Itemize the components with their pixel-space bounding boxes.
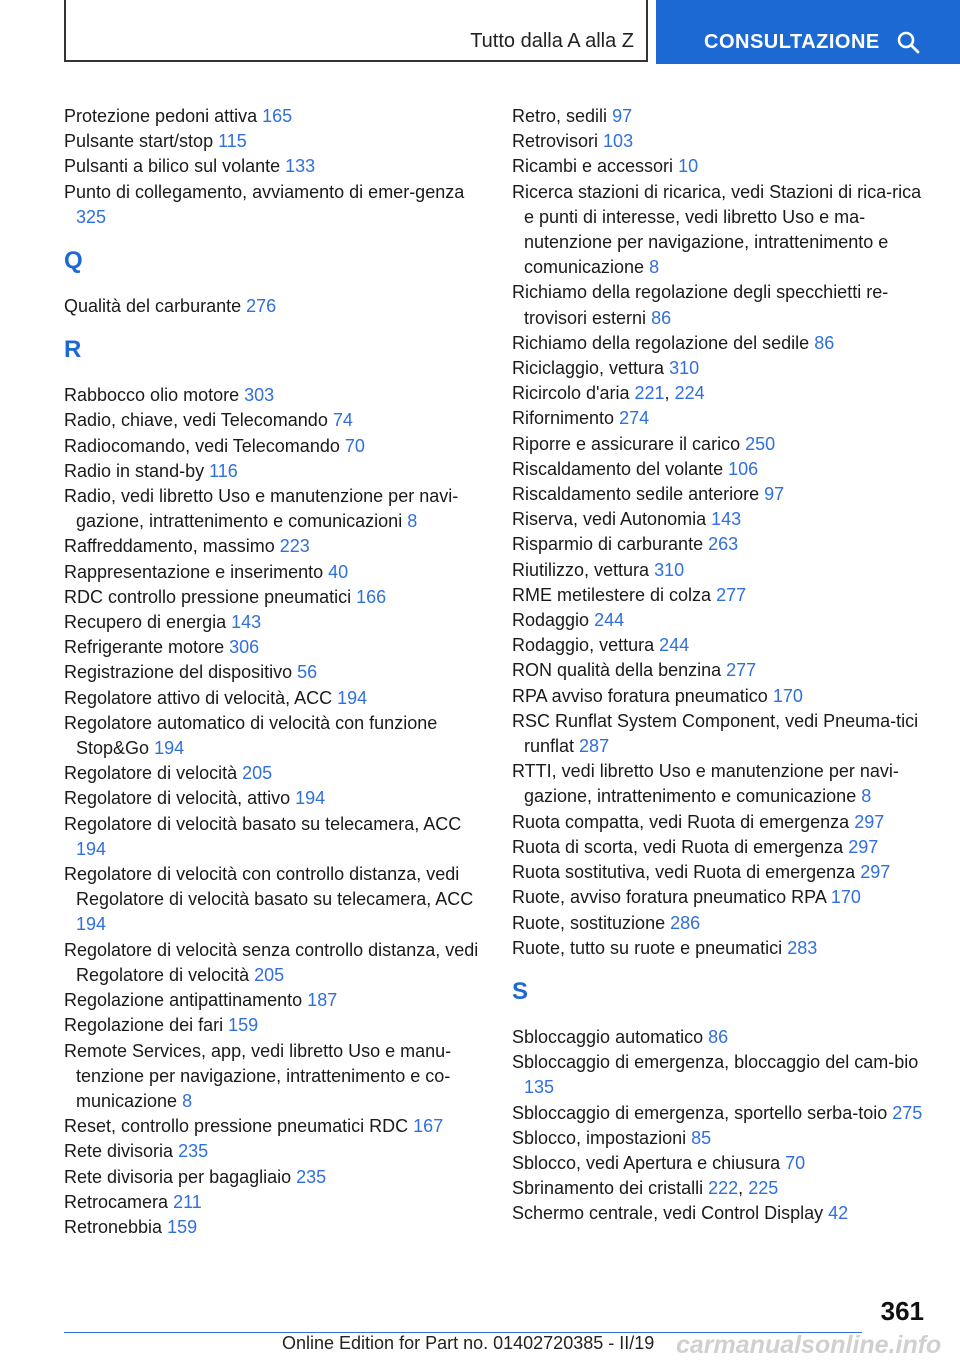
index-entry-text: Riscaldamento del volante: [512, 458, 724, 479]
page-reference-link[interactable]: 297: [860, 862, 891, 883]
page-reference-link[interactable]: 306: [229, 637, 260, 658]
page-reference-link[interactable]: 97: [612, 106, 633, 126]
page-reference-link[interactable]: 194: [154, 738, 185, 759]
index-entry-text: Ruota sostitutiva, vedi Ruota di emergenza: [512, 862, 856, 883]
index-entry-text: Pulsanti a bilico sul volante: [64, 156, 281, 177]
page-reference-link[interactable]: 187: [307, 990, 338, 1011]
index-entry: [64, 635, 484, 660]
page-reference-link[interactable]: 97: [764, 484, 785, 505]
page-reference-link[interactable]: 116: [209, 460, 238, 481]
index-entry-text: Regolatore di velocità basato su telecamera, ACC: [64, 813, 462, 834]
index-entry: [512, 835, 932, 860]
index-entry: [64, 129, 484, 154]
index-entry: [512, 356, 932, 381]
index-entry-text: Regolatore di velocità con controllo distanza, vedi Regolatore di velocità basato su telecamera, ACC: [64, 864, 474, 910]
index-entry-text: Ruota di scorta, vedi Ruota di emergenza: [512, 836, 844, 857]
index-entry: [512, 154, 932, 179]
index-entry-text: Sblocco, impostazioni: [512, 1127, 687, 1148]
page-reference-link[interactable]: 224: [674, 383, 705, 404]
page-reference-link[interactable]: 263: [708, 534, 739, 555]
index-entry: [64, 1165, 484, 1190]
index-entry: [64, 786, 484, 811]
index-entry: [512, 482, 932, 507]
page-reference-link[interactable]: 70: [344, 435, 365, 456]
header-title-box: [64, 0, 648, 62]
index-entry: [512, 1050, 932, 1100]
page-reference-link[interactable]: 221: [634, 383, 665, 404]
index-entry-text: Riserva, vedi Autonomia: [512, 509, 707, 530]
index-entry: [512, 860, 932, 885]
page-reference-link[interactable]: 86: [651, 307, 672, 328]
index-entry-text: Ruote, tutto su ruote e pneumatici: [512, 937, 783, 958]
page-reference-link[interactable]: 283: [787, 937, 818, 958]
index-entry-text: Riscaldamento sedile anteriore: [512, 484, 760, 505]
index-entry: [64, 711, 484, 761]
index-entry: [64, 408, 484, 433]
index-entry-text: Regolatore automatico di velocità con funzione Stop&Go: [64, 712, 438, 759]
index-entry: [64, 154, 484, 179]
index-entry: [64, 560, 484, 585]
page-reference-link[interactable]: 8: [182, 1090, 193, 1111]
index-entry-text: Richiamo della regolazione degli specchietti re-trovisori esterni: [512, 282, 889, 328]
page-reference-link[interactable]: 211: [173, 1191, 202, 1212]
search-icon: [896, 30, 920, 54]
page-reference-link[interactable]: 297: [854, 811, 885, 832]
page-reference-link[interactable]: 86: [814, 332, 835, 353]
index-entry: [64, 1139, 484, 1164]
index-entry: [512, 457, 932, 482]
index-entry-text: Riutilizzo, vettura: [512, 559, 650, 580]
index-entry: [64, 761, 484, 786]
index-entry: [512, 885, 932, 910]
index-entry-text: Recupero di energia: [64, 612, 227, 633]
index-entry: [512, 633, 932, 658]
watermark: carmanualsonline.info: [676, 1331, 942, 1359]
index-entry: [512, 709, 932, 759]
index-entry-text: Sblocco, vedi Apertura e chiusura: [512, 1152, 781, 1173]
index-entry: [512, 1201, 932, 1226]
index-entry: [64, 104, 484, 129]
page-reference-link[interactable]: 244: [659, 635, 690, 656]
index-entry-text: Rappresentazione e inserimento: [64, 561, 324, 582]
index-entry: [512, 280, 932, 330]
page-reference-link[interactable]: 286: [670, 912, 701, 933]
index-entry-text: Rifornimento: [512, 408, 615, 429]
page-reference-link[interactable]: 194: [337, 687, 368, 708]
page-reference-link[interactable]: 8: [861, 786, 872, 807]
page-reference-link[interactable]: 135: [524, 1077, 555, 1098]
page-reference-link[interactable]: 159: [167, 1216, 198, 1237]
page-reference-link[interactable]: 297: [848, 836, 879, 857]
index-entry-text: Ricambi e accessori: [512, 156, 674, 177]
page-reference-link[interactable]: 170: [830, 887, 861, 908]
index-entry-text: Protezione pedoni attiva: [64, 106, 258, 126]
page-reference-link[interactable]: 244: [594, 610, 625, 631]
footer-edition: Online Edition for Part no. 01402720385 - II/19: [282, 1333, 655, 1353]
index-entry: [64, 988, 484, 1013]
index-entry: [512, 658, 932, 683]
page-reference-link[interactable]: 310: [669, 358, 700, 379]
index-entry: [64, 1190, 484, 1215]
index-entry-text: Rete divisoria: [64, 1141, 174, 1162]
index-entry: [64, 534, 484, 559]
index-entry: [512, 1101, 932, 1126]
index-entry-text: Regolatore di velocità: [64, 763, 238, 784]
index-entry: [512, 129, 932, 154]
index-entry-text: Ricerca stazioni di ricarica, vedi Stazioni di rica-rica e punti di interesse, vedi libretto Uso e ma-nutenzione per navigazione, intrattenimento e comunicazione: [512, 181, 922, 278]
index-entry-text: Regolazione dei fari: [64, 1015, 224, 1036]
index-entry-text: Richiamo della regolazione del sedile: [512, 332, 810, 353]
consultazione-tab[interactable]: [656, 0, 960, 64]
index-entry-text: Rodaggio: [512, 610, 590, 631]
page-reference-link[interactable]: 325: [76, 206, 107, 227]
page-reference-link[interactable]: 133: [285, 156, 316, 177]
index-entry-text: Regolatore attivo di velocità, ACC: [64, 687, 333, 708]
index-entry-text: Ruota compatta, vedi Ruota di emergenza: [512, 811, 850, 832]
index-entry: [64, 686, 484, 711]
index-entry-text: RME metilestere di colza: [512, 584, 712, 605]
index-entry-text: Retro, sedili: [512, 106, 608, 126]
index-entry-text: Ruote, avviso foratura pneumatico RPA: [512, 887, 826, 908]
index-entry: [64, 862, 484, 938]
page-reference-link[interactable]: 276: [246, 296, 277, 317]
index-entry: [64, 938, 484, 988]
index-entry-text: Sbrinamento dei cristalli: [512, 1178, 704, 1199]
index-entry: [512, 1126, 932, 1151]
page-reference-link[interactable]: 70: [785, 1152, 806, 1173]
index-entry: [512, 1025, 932, 1050]
index-entry-text: Ricircolo d'aria: [512, 383, 630, 404]
index-entry-text: Regolatore di velocità, attivo: [64, 788, 291, 809]
page-reference-link[interactable]: 8: [649, 257, 660, 278]
page-reference-link[interactable]: 166: [356, 586, 387, 607]
index-entry: [64, 610, 484, 635]
page-reference-link[interactable]: 103: [603, 131, 634, 152]
page-reference-link[interactable]: 225: [748, 1178, 779, 1199]
index-entry-text: Reset, controllo pressione pneumatici RDC: [64, 1116, 409, 1137]
index-entry: [64, 1013, 484, 1038]
index-entry: [64, 812, 484, 862]
index-entry: [512, 406, 932, 431]
page-reference-link[interactable]: 194: [76, 914, 107, 935]
index-entry-text: Raffreddamento, massimo: [64, 536, 275, 557]
index-entry-text: Rodaggio, vettura: [512, 635, 655, 656]
index-entry-text: Registrazione del dispositivo: [64, 662, 293, 683]
page-reference-link[interactable]: 222: [708, 1178, 739, 1199]
page-reference-link[interactable]: 40: [328, 561, 349, 582]
index-entry-text: RTTI, vedi libretto Uso e manutenzione per navi-gazione, intrattenimento e comunicazione: [512, 761, 899, 807]
index-entry-text: RPA avviso foratura pneumatico: [512, 685, 768, 706]
section-letter: R: [64, 336, 82, 364]
page-reference-link[interactable]: 159: [228, 1015, 259, 1036]
page-reference-link[interactable]: 10: [678, 156, 699, 177]
page-reference-link[interactable]: 275: [892, 1102, 923, 1123]
index-entry-text: Schermo centrale, vedi Control Display: [512, 1203, 824, 1224]
index-entry-text: Radio, vedi libretto Uso e manutenzione per navi-gazione, intrattenimento e comunicazioni: [64, 486, 459, 532]
index-entry: [64, 484, 484, 534]
index-entry-text: Retrocamera: [64, 1191, 169, 1212]
index-entry-text: Ruote, sostituzione: [512, 912, 666, 933]
page-reference-link[interactable]: 165: [262, 106, 293, 126]
page-reference-link[interactable]: 194: [295, 788, 326, 809]
index-entry: [512, 1151, 932, 1176]
index-entry: [64, 585, 484, 610]
page-number: 361: [880, 1296, 924, 1326]
index-entry: Ricircolo d'aria 221, 224: [512, 383, 705, 404]
index-entry: [512, 608, 932, 633]
index-entry: [512, 911, 932, 936]
page-reference-link[interactable]: 223: [279, 536, 310, 557]
index-entry-text: Sbloccaggio automatico: [512, 1026, 704, 1047]
index-entry: [64, 1114, 484, 1139]
index-entry: [512, 104, 932, 129]
index-entry: [512, 180, 932, 281]
index-entry: [512, 331, 932, 356]
page-reference-link[interactable]: 143: [231, 612, 262, 633]
index-entry-text: Radio, chiave, vedi Telecomando: [64, 410, 328, 431]
index-entry: Sbrinamento dei cristalli 222, 225: [512, 1178, 779, 1199]
page-reference-link[interactable]: 170: [772, 685, 803, 706]
index-entry: [64, 180, 484, 230]
index-entry-text: Regolatore di velocità senza controllo distanza, vedi Regolatore di velocità: [64, 939, 479, 985]
page-reference-link[interactable]: 277: [726, 660, 757, 681]
index-entry: [64, 1215, 484, 1240]
page-reference-link[interactable]: 250: [745, 433, 776, 454]
index-entry: [64, 1039, 484, 1115]
page-reference-link[interactable]: 277: [716, 584, 747, 605]
page-reference-link[interactable]: 287: [579, 736, 610, 757]
index-entry-text: Sbloccaggio di emergenza, sportello serba-toio: [512, 1102, 888, 1123]
index-entry-text: Radio in stand-by: [64, 460, 205, 481]
page-reference-link[interactable]: 303: [244, 385, 275, 406]
index-column-left: [64, 104, 484, 1240]
section-letter: Q: [64, 247, 83, 275]
index-entry-text: Refrigerante motore: [64, 637, 225, 658]
index-entry-text: Retrovisori: [512, 131, 599, 152]
page-reference-link[interactable]: 85: [691, 1127, 712, 1148]
page-reference-link[interactable]: 106: [728, 458, 759, 479]
index-column-right: [512, 104, 932, 1227]
index-entry-text: Remote Services, app, vedi libretto Uso e manu-tenzione per navigazione, intrattenimento e co-municazione: [64, 1040, 452, 1111]
page-reference-link[interactable]: 8: [407, 511, 418, 532]
index-entry-text: Rete divisoria per bagagliaio: [64, 1166, 292, 1187]
header-title: Tutto dalla A alla Z: [470, 30, 634, 52]
page-reference-link[interactable]: 205: [254, 964, 285, 985]
page-reference-link[interactable]: 115: [218, 131, 247, 152]
page-reference-link[interactable]: 74: [332, 410, 353, 431]
consultazione-label: CONSULTAZIONE: [704, 31, 880, 53]
index-entry-text: Radiocomando, vedi Telecomando: [64, 435, 340, 456]
page-reference-link[interactable]: 56: [297, 662, 318, 683]
index-entry-text: Regolazione antipattinamento: [64, 990, 303, 1011]
section-letter: S: [512, 977, 529, 1005]
index-entry: [512, 432, 932, 457]
index-entry: [512, 558, 932, 583]
index-entry-text: Retronebbia: [64, 1216, 163, 1237]
index-entry: [512, 507, 932, 532]
index-entry: [64, 294, 484, 319]
index-entry-text: RDC controllo pressione pneumatici: [64, 586, 352, 607]
index-entry-text: Pulsante start/stop: [64, 131, 214, 152]
index-entry-text: Qualità del carburante: [64, 296, 242, 317]
index-entry: [512, 684, 932, 709]
index-entry: [64, 383, 484, 408]
index-entry-text: Riciclaggio, vettura: [512, 358, 665, 379]
page-reference-link[interactable]: 143: [711, 509, 742, 530]
index-entry: [512, 583, 932, 608]
page-reference-link[interactable]: 235: [178, 1141, 209, 1162]
index-entry: [64, 459, 484, 484]
index-entry: [64, 434, 484, 459]
index-entry-text: Riporre e assicurare il carico: [512, 433, 741, 454]
index-entry: [512, 759, 932, 809]
index-entry-text: RON qualità della benzina: [512, 660, 722, 681]
index-entry: [512, 532, 932, 557]
page-reference-link[interactable]: 235: [296, 1166, 327, 1187]
page-reference-link[interactable]: 42: [828, 1203, 849, 1224]
index-entry-text: Risparmio di carburante: [512, 534, 704, 555]
page-reference-link[interactable]: 310: [654, 559, 685, 580]
page-reference-link[interactable]: 167: [413, 1116, 444, 1137]
page-reference-link[interactable]: 194: [76, 838, 107, 859]
page-reference-link[interactable]: 274: [619, 408, 650, 429]
index-entry: [64, 660, 484, 685]
index-entry-text: RSC Runflat System Component, vedi Pneuma-tici runflat: [512, 710, 919, 757]
index-entry: [512, 936, 932, 961]
index-entry-text: Sbloccaggio di emergenza, bloccaggio del cam-bio: [512, 1052, 919, 1073]
index-entry: [512, 810, 932, 835]
page-reference-link[interactable]: 86: [708, 1026, 729, 1047]
page-reference-link[interactable]: 205: [242, 763, 273, 784]
index-entry-text: Punto di collegamento, avviamento di emer-genza: [64, 181, 465, 202]
index-entry-text: Rabbocco olio motore: [64, 385, 240, 406]
